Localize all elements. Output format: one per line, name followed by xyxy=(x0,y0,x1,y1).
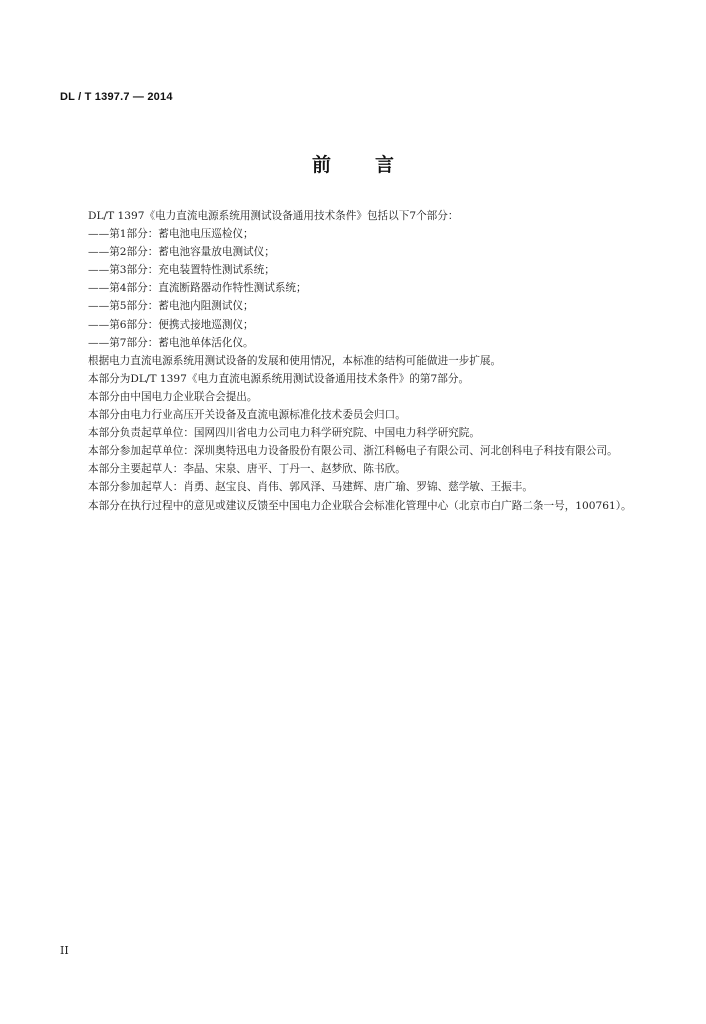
part-list-item: ——第3部分：充电装置特性测试系统； xyxy=(88,264,275,277)
part-list-item: ——第5部分：蓄电池内阻测试仪； xyxy=(88,300,254,313)
committee-statement: 本部分由电力行业高压开关设备及直流电源标准化技术委员会归口。 xyxy=(88,409,406,422)
proposer-statement: 本部分由中国电力企业联合会提出。 xyxy=(88,390,258,403)
intro-paragraph: DL/T 1397《电力直流电源系统用测试设备通用技术条件》包括以下7个部分： xyxy=(88,210,459,222)
part-list-item: ——第4部分：直流断路器动作特性测试系统； xyxy=(88,282,307,295)
part-list-item: ——第1部分：蓄电池电压巡检仪； xyxy=(88,228,254,241)
title-char-1: 前 xyxy=(311,154,331,176)
part-list-item: ——第6部分：便携式接地巡测仪； xyxy=(88,318,254,331)
title-char-2: 言 xyxy=(375,154,395,176)
participating-drafters: 本部分参加起草人：肖勇、赵宝良、肖伟、郭风泽、马建辉、唐广瑜、罗锦、慈学敏、王振丰。 xyxy=(88,481,533,494)
foreword-body xyxy=(60,207,650,515)
participating-units: 本部分参加起草单位：深圳奥特迅电力设备股份有限公司、浙江科畅电子有限公司、河北创科电子科技有限公司。 xyxy=(88,445,618,458)
drafting-unit: 本部分负责起草单位：国网四川省电力公司电力科学研究院、中国电力科学研究院。 xyxy=(88,427,480,440)
structure-note: 根据电力直流电源系统用测试设备的发展和使用情况，本标准的结构可能做进一步扩展。 xyxy=(88,354,502,367)
main-drafters: 本部分主要起草人：李晶、宋泉、唐平、丁丹一、赵梦欣、陈书欣。 xyxy=(88,463,406,476)
part-list-item: ——第2部分：蓄电池容量放电测试仪； xyxy=(88,246,275,259)
part-statement: 本部分为DL/T 1397《电力直流电源系统用测试设备通用技术条件》的第7部分。 xyxy=(88,372,470,385)
document-code: DL / T 1397.7 — 2014 xyxy=(60,91,173,103)
page-number: II xyxy=(60,944,69,957)
page-title xyxy=(0,150,706,177)
part-list-item: ——第7部分：蓄电池单体活化仪。 xyxy=(88,336,254,349)
feedback-statement: 本部分在执行过程中的意见或建议反馈至中国电力企业联合会标准化管理中心（北京市白广路二条一号，100761）。 xyxy=(88,499,632,512)
